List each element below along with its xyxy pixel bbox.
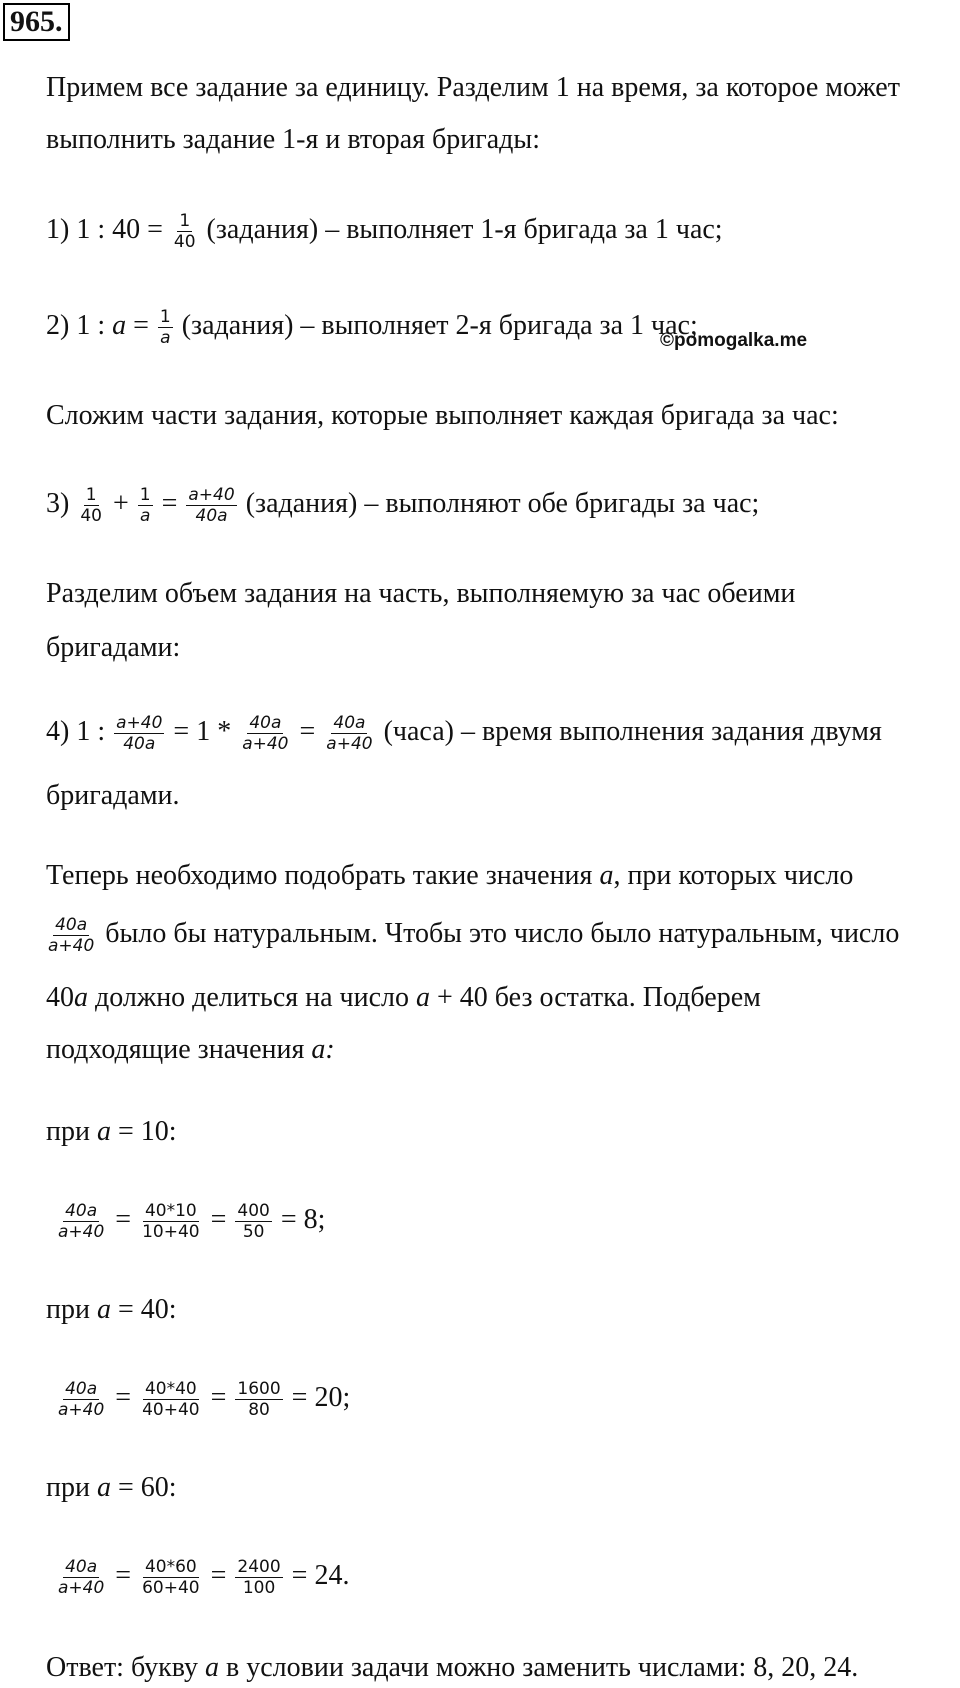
analysis-line-1: Теперь необходимо подобрать такие значения a, при которых число (46, 860, 854, 891)
analysis-line-4: подходящие значения a: (46, 1034, 335, 1065)
step-4: 4) 1 : $\frac{a+40}{40a}$ = 1 * $\frac{40a}{a+40}$ = $\frac{40a}{a+40}$ (часа) – время выполнения задания двумя (46, 713, 882, 755)
div-intro-line-2: бригадами: (46, 632, 181, 663)
step-4-line-2: бригадами. (46, 780, 180, 811)
answer: Ответ: букву a в условии задачи можно заменить числами: 8, 20, 24. (46, 1652, 859, 1683)
step-2: 2) 1 : a = $\frac{1}{a}$ (задания) – выполняет 2-я бригада за 1 час; (46, 307, 698, 349)
fraction: $\frac{1}{a}$ (159, 307, 171, 349)
fraction: $\frac{40a}{a+40}$ (58, 1379, 105, 1421)
fraction: $\frac{40*40}{40+40}$ (142, 1379, 200, 1421)
fraction: $\frac{400}{50}$ (237, 1201, 270, 1243)
case-label: при a = 40: (46, 1294, 177, 1325)
fraction: $\frac{1}{40}$ (80, 485, 102, 527)
case-equation: $\frac{40a}{a+40}$ = $\frac{40*40}{40+40}$ = $\frac{1600}{80}$ = 20; (58, 1379, 351, 1421)
intro-line-2: выполнить задание 1-я и вторая бригады: (46, 124, 541, 155)
intro-line-1: Примем все задание за единицу. Разделим 1 на время, за которое может (46, 72, 900, 103)
fraction: $\frac{2400}{100}$ (237, 1557, 281, 1599)
fraction: $\frac{a+40}{40a}$ (188, 485, 235, 527)
fraction: $\frac{1600}{80}$ (237, 1379, 281, 1421)
div-intro-line-1: Разделим объем задания на часть, выполняемую за час обеими (46, 578, 796, 609)
fraction: $\frac{1}{a}$ (139, 485, 151, 527)
sum-intro: Сложим части задания, которые выполняет каждая бригада за час: (46, 400, 839, 431)
fraction: $\frac{40*60}{60+40}$ (142, 1557, 200, 1599)
step-3: 3) $\frac{1}{40}$ + $\frac{1}{a}$ = $\frac{a+40}{40a}$ (задания) – выполняют обе бригады за час; (46, 485, 760, 527)
analysis-line-2: $\frac{40a}{a+40}$ было бы натуральным. Чтобы это число было натуральным, число (48, 915, 900, 957)
fraction: $\frac{40a}{a+40}$ (58, 1557, 105, 1599)
case-equation: $\frac{40a}{a+40}$ = $\frac{40*60}{60+40}$ = $\frac{2400}{100}$ = 24. (58, 1557, 350, 1599)
fraction: $\frac{40*10}{10+40}$ (142, 1201, 200, 1243)
fraction: $\frac{a+40}{40a}$ (116, 713, 163, 755)
case-equation: $\frac{40a}{a+40}$ = $\frac{40*10}{10+40}$ = $\frac{400}{50}$ = 8; (58, 1201, 326, 1243)
step-1: 1) 1 : 40 = $\frac{1}{40}$ (задания) – выполняет 1-я бригада за 1 час; (46, 211, 723, 253)
fraction: $\frac{40a}{a+40}$ (242, 713, 289, 755)
fraction: $\frac{1}{40}$ (173, 211, 196, 253)
case-label: при a = 10: (46, 1116, 177, 1147)
fraction: $\frac{40a}{a+40}$ (58, 1201, 105, 1243)
fraction: $\frac{40a}{a+40}$ (48, 915, 95, 957)
analysis-line-3: 40a должно делиться на число a + 40 без остатка. Подберем (46, 982, 761, 1013)
watermark: ©pomogalka.me (660, 330, 808, 351)
fraction: $\frac{40a}{a+40}$ (326, 713, 373, 755)
case-label: при a = 60: (46, 1472, 177, 1503)
task-number: 965. (3, 3, 70, 41)
